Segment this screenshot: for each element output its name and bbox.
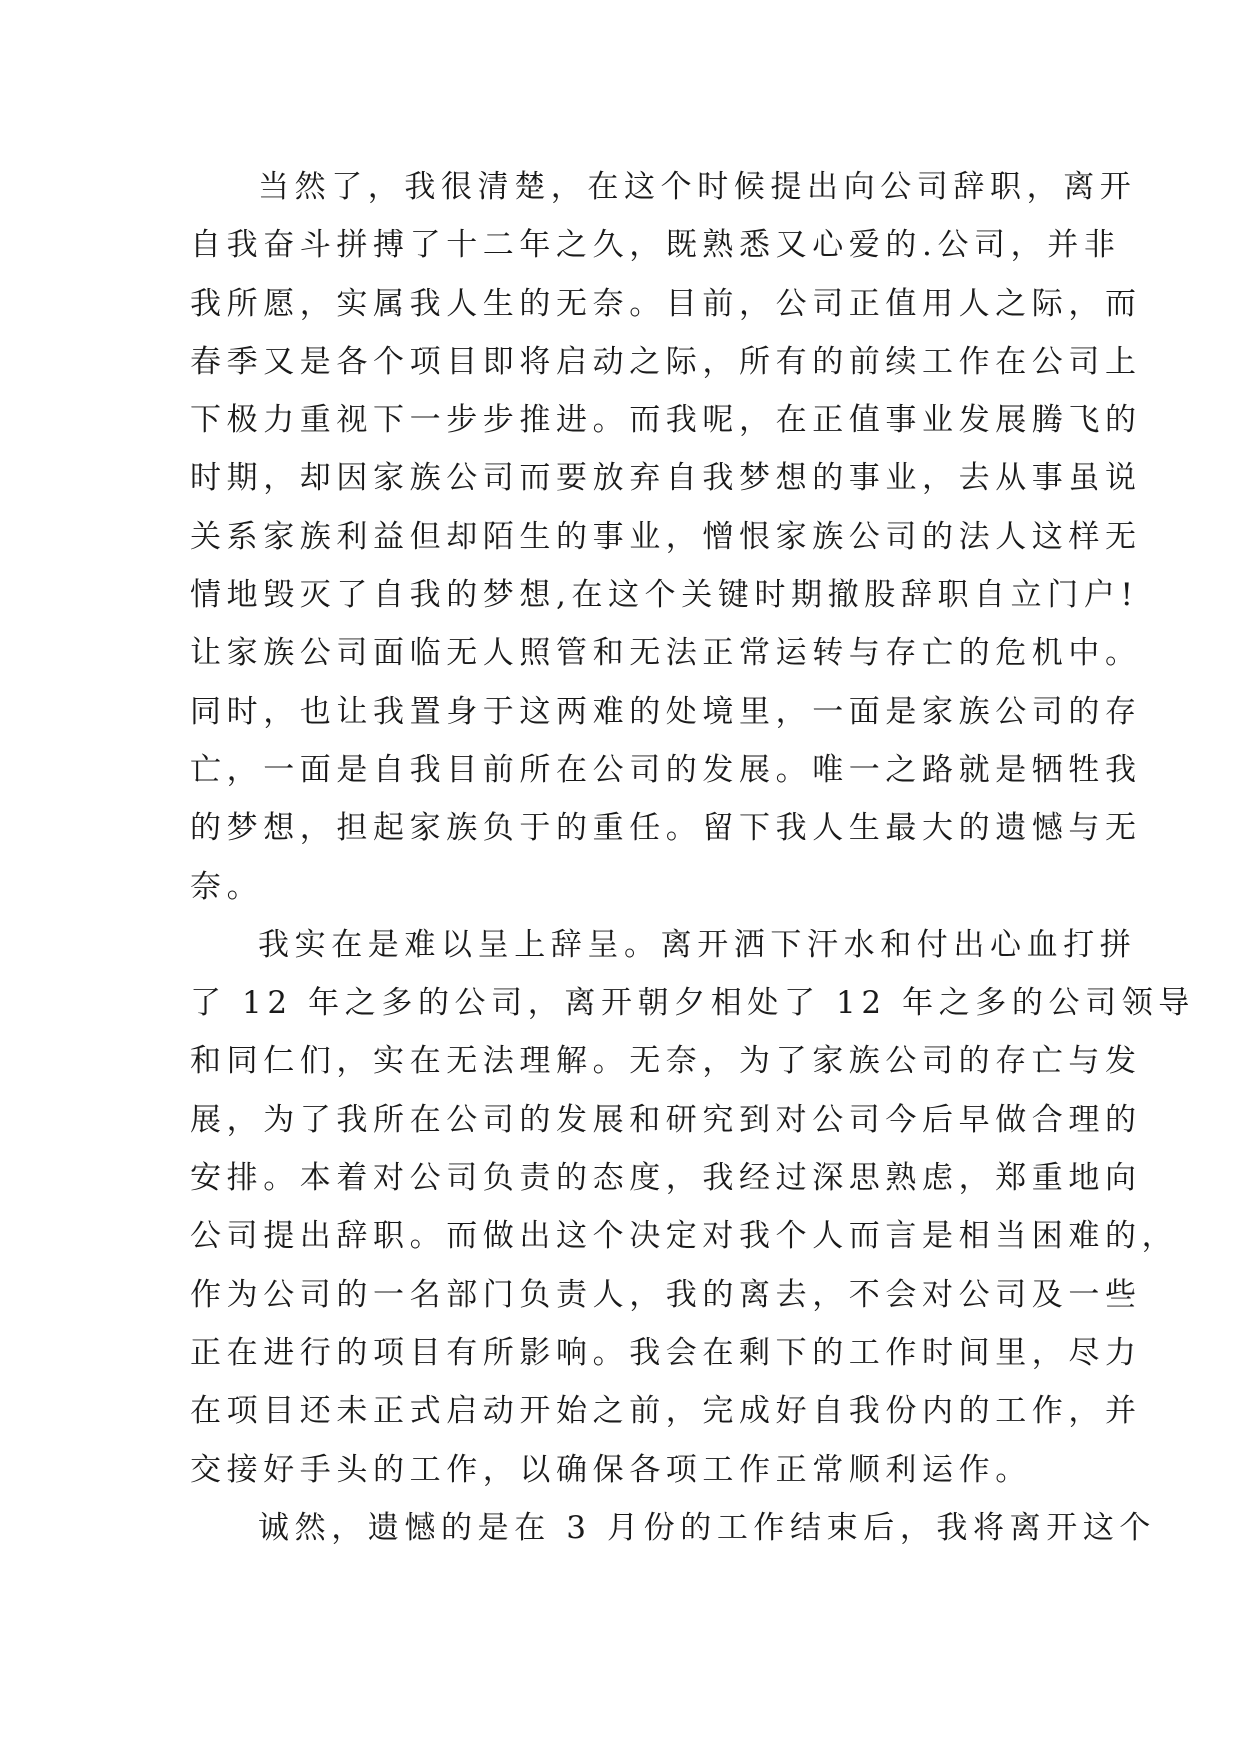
- paragraph-3-line-1: 诚然，遗憾的是在 3 月份的工作结束后，我将离开这个: [258, 1509, 1157, 1546]
- paragraph-2-line-2: 了 12 年之多的公司，离开朝夕相处了 12 年之多的公司领导: [190, 985, 1195, 1022]
- paragraph-1-line-8: 情地毁灭了自我的梦想,在这个关键时期撤股辞职自立门户!: [190, 577, 1139, 614]
- paragraph-2-line-6: 公司提出辞职。而做出这个决定对我个人而言是相当困难的，: [190, 1218, 1179, 1255]
- paragraph-1-line-5: 下极力重视下一步步推进。而我呢，在正值事业发展腾飞的: [190, 402, 1142, 439]
- paragraph-2-line-1: 我实在是难以呈上辞呈。离开洒下汗水和付出心血打拼: [258, 926, 1137, 963]
- paragraph-2-line-3: 和同仁们，实在无法理解。无奈，为了家族公司的存亡与发: [190, 1043, 1142, 1080]
- paragraph-1-line-12: 的梦想，担起家族负于的重任。留下我人生最大的遗憾与无: [190, 810, 1142, 847]
- paragraph-2-line-7: 作为公司的一名部门负责人，我的离去，不会对公司及一些: [190, 1276, 1142, 1313]
- paragraph-1-line-7: 关系家族利益但却陌生的事业，憎恨家族公司的法人这样无: [190, 518, 1142, 555]
- paragraph-1-line-6: 时期，却因家族公司而要放弃自我梦想的事业，去从事虽说: [190, 460, 1142, 497]
- paragraph-2-line-10: 交接好手头的工作，以确保各项工作正常顺利运作。: [190, 1451, 1032, 1488]
- paragraph-2-line-5: 安排。本着对公司负责的态度，我经过深思熟虑，郑重地向: [190, 1160, 1142, 1197]
- paragraph-1-line-2: 自我奋斗拼搏了十二年之久，既熟悉又心爱的.公司，并非: [190, 227, 1121, 264]
- paragraph-1-line-4: 春季又是各个项目即将启动之际，所有的前续工作在公司上: [190, 343, 1142, 380]
- body-text: [190, 158, 1195, 1557]
- paragraph-1-line-1: 当然了，我很清楚，在这个时候提出向公司辞职，离开: [258, 169, 1137, 205]
- paragraph-1-line-9: 让家族公司面临无人照管和无法正常运转与存亡的危机中。: [190, 635, 1142, 672]
- paragraph-2-line-8: 正在进行的项目有所影响。我会在剩下的工作时间里，尽力: [190, 1334, 1142, 1371]
- paragraph-2-line-4: 展，为了我所在公司的发展和研究到对公司今后早做合理的: [190, 1101, 1142, 1138]
- paragraph-1-line-11: 亡，一面是自我目前所在公司的发展。唯一之路就是牺牲我: [190, 751, 1142, 788]
- paragraph-1-line-3: 我所愿，实属我人生的无奈。目前，公司正值用人之际，而: [190, 285, 1142, 322]
- paragraph-1-line-13: 奈。: [190, 868, 264, 905]
- paragraph-2-line-9: 在项目还未正式启动开始之前，完成好自我份内的工作，并: [190, 1393, 1142, 1430]
- paragraph-1-line-10: 同时，也让我置身于这两难的处境里，一面是家族公司的存: [190, 693, 1142, 730]
